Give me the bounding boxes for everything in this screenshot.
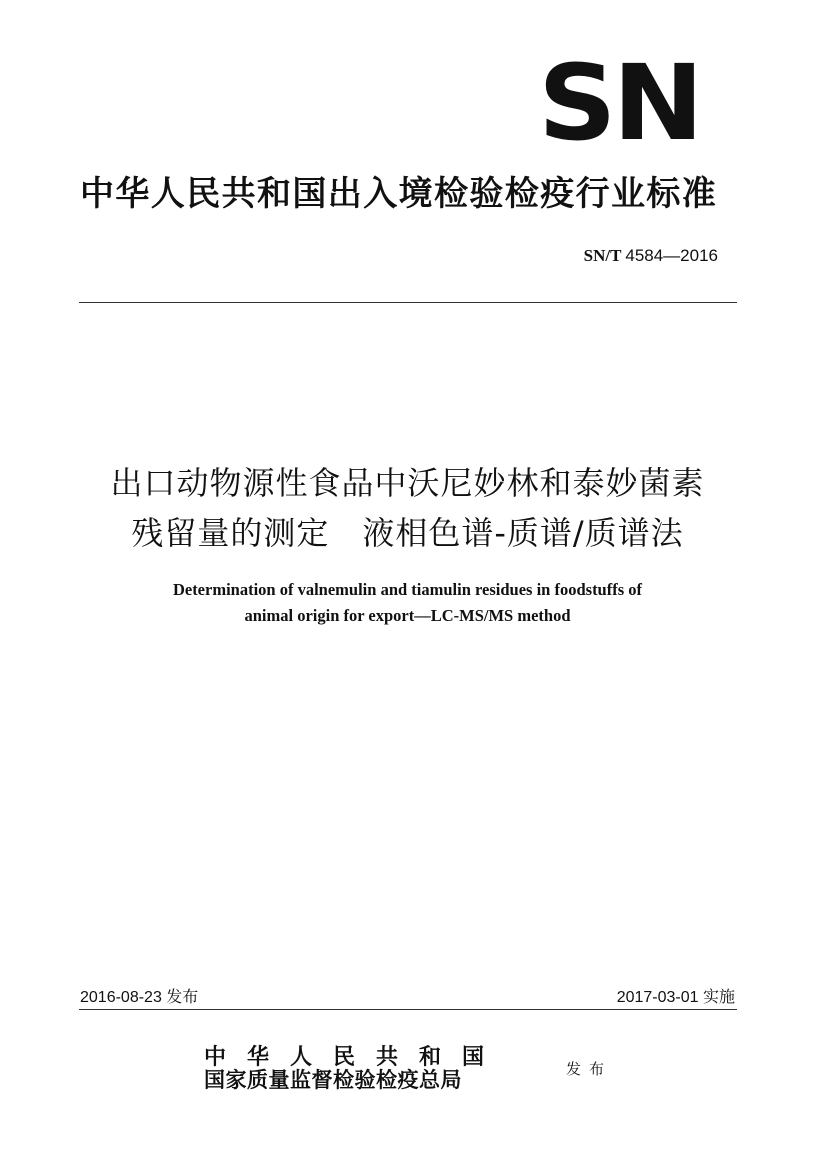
top-divider [79, 302, 737, 303]
issue-date: 2016-08-23 发布 [80, 989, 199, 1006]
publisher-block [204, 1046, 505, 1092]
sn-logo: SN [538, 42, 700, 164]
bottom-divider [79, 1009, 737, 1010]
publish-label: 发布 [566, 1060, 613, 1078]
implementation-date: 2017-03-01 实施 [616, 989, 735, 1006]
issuer-title: 中华人民共和国出入境检验检疫行业标准 [80, 174, 718, 214]
standard-number: 4584—2016 [625, 246, 718, 265]
standard-prefix: SN/T [583, 246, 622, 265]
chinese-title-line-1: 出口动物源性食品中沃尼妙林和泰妙菌素 [110, 464, 705, 502]
chinese-title-line-2: 残留量的测定 液相色谱-质谱/质谱法 [131, 514, 684, 552]
standard-code [584, 246, 718, 266]
publisher-line-1: 中华人民共和国 [204, 1044, 506, 1070]
english-title-line-1: Determination of valnemulin and tiamulin residues in foodstuffs of [172, 580, 643, 599]
publisher-line-2: 国家质量监督检验检疫总局 [204, 1067, 462, 1092]
english-title-line-2: animal origin for export—LC-MS/MS method [244, 606, 571, 625]
